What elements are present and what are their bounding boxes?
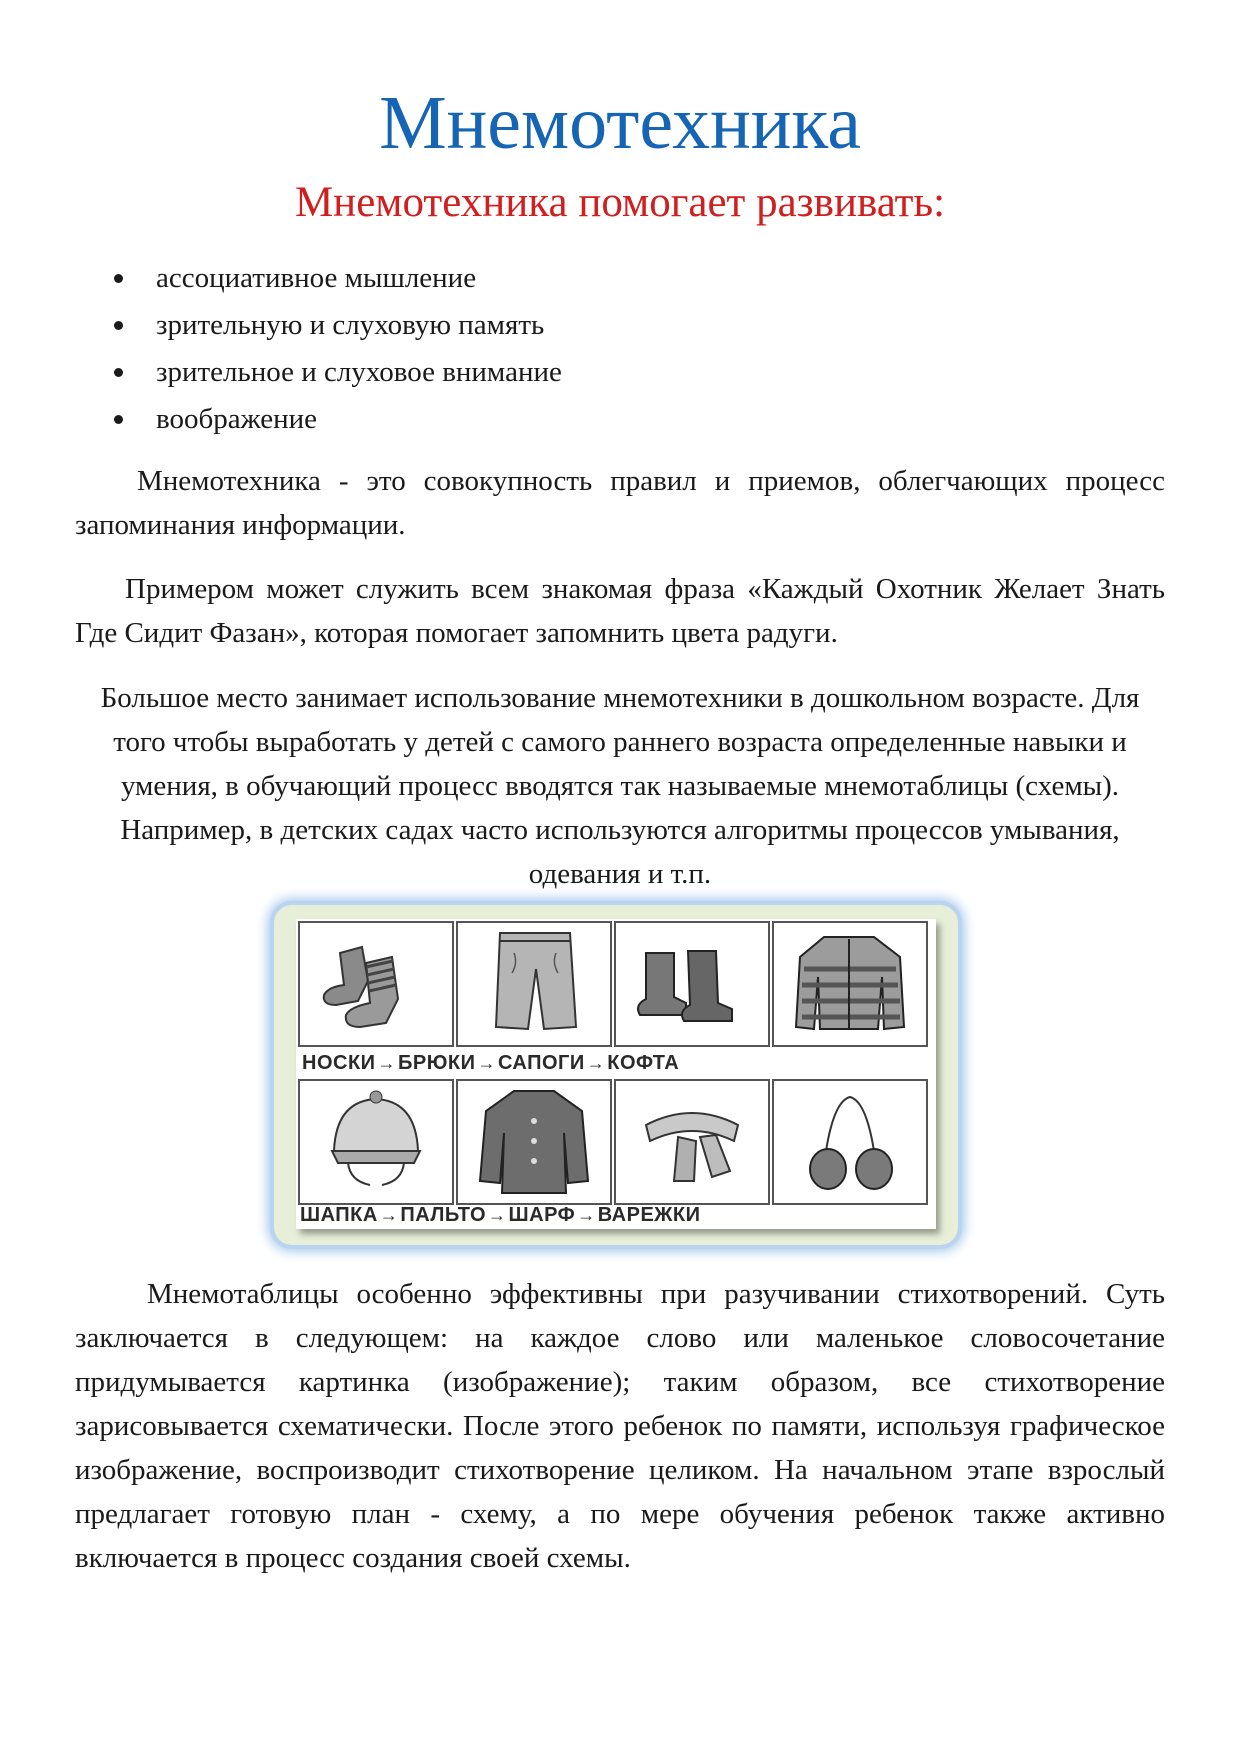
trousers-picture: [456, 921, 612, 1047]
scarf-picture: [614, 1079, 770, 1205]
arrow-icon: →: [379, 1204, 399, 1225]
mnemo-table: [296, 919, 936, 1229]
mnemo-label-row-1: [296, 1049, 936, 1077]
jacket-picture: [772, 921, 928, 1047]
mnemo-label-row-2: [296, 1201, 936, 1229]
bullet-icon: [114, 321, 123, 330]
list-item: зрительную и слуховую память: [110, 302, 562, 349]
bullet-icon: [114, 368, 123, 377]
label-socks: НОСКИ: [302, 1051, 376, 1074]
trousers-icon: [458, 923, 610, 1045]
arrow-icon: →: [586, 1052, 606, 1073]
label-jacket: КОФТА: [607, 1051, 680, 1074]
mittens-picture: [772, 1079, 928, 1205]
boots-icon: [616, 923, 768, 1045]
arrow-icon: →: [488, 1204, 507, 1225]
paragraph-poems: Мнемотаблицы особенно эффективны при разучивании стихотворений. Суть заключается в следующем: на каждое слово или маленькое словосочетание придумывается картинка (изображение); таким образом, все стихотворение зарисовывается схематически. После этого ребенок по памяти, используя графическое изображение, воспроизводит стихотворение целиком. На начальном этапе взрослый предлагает готовую план - схему, а по мере обучения ребенок также активно включается в процесс создания своей схемы.: [75, 1278, 1165, 1574]
socks-icon: [300, 923, 452, 1045]
page-subtitle: Мнемотехника помогает развивать:: [294, 179, 946, 226]
mittens-icon: [774, 1081, 926, 1203]
label-trousers: БРЮКИ: [398, 1051, 476, 1074]
list-item: зрительное и слуховое внимание: [110, 349, 562, 396]
label-coat: ПАЛЬТО: [400, 1203, 487, 1226]
hat-icon: [300, 1081, 452, 1203]
label-boots: САПОГИ: [497, 1051, 585, 1074]
paragraph-usage: Большое место занимает использование мнемотехники в дошкольном возрасте. Для того чтобы выработать у детей с самого раннего возраста определенные навыки и умения, в обучающий процесс вводятся так называемые мнемотаблицы (схемы). Например, в детских садах часто используются алгоритмы процессов умывания, одевания и т.п.: [100, 682, 1140, 890]
label-scarf: ШАРФ: [508, 1203, 576, 1226]
coat-picture: [456, 1079, 612, 1205]
arrow-icon: →: [377, 1052, 397, 1073]
page-title: Мнемотехника: [379, 81, 861, 165]
paragraph-definition: Мнемотехника - это совокупность правил и приемов, облегчающих процесс запоминания информации.: [75, 465, 1165, 541]
scarf-icon: [616, 1081, 768, 1203]
arrow-icon: →: [477, 1052, 496, 1073]
bullet-icon: [114, 274, 123, 283]
mnemo-table-picture: [274, 905, 958, 1245]
jacket-icon: [774, 923, 926, 1045]
bullet-icon: [114, 415, 123, 424]
label-hat: ШАПКА: [300, 1203, 378, 1226]
socks-picture: [298, 921, 454, 1047]
list-item: ассоциативное мышление: [110, 255, 562, 302]
paragraph-example: Примером может служить всем знакомая фраза «Каждый Охотник Желает Знать Где Сидит Фазан», которая помогает запомнить цвета радуги.: [75, 573, 1165, 649]
coat-icon: [458, 1081, 610, 1203]
list-item: воображение: [110, 396, 562, 443]
bullet-list: [110, 255, 562, 443]
hat-picture: [298, 1079, 454, 1205]
boots-picture: [614, 921, 770, 1047]
label-mittens: ВАРЕЖКИ: [597, 1203, 701, 1226]
arrow-icon: →: [577, 1204, 596, 1225]
